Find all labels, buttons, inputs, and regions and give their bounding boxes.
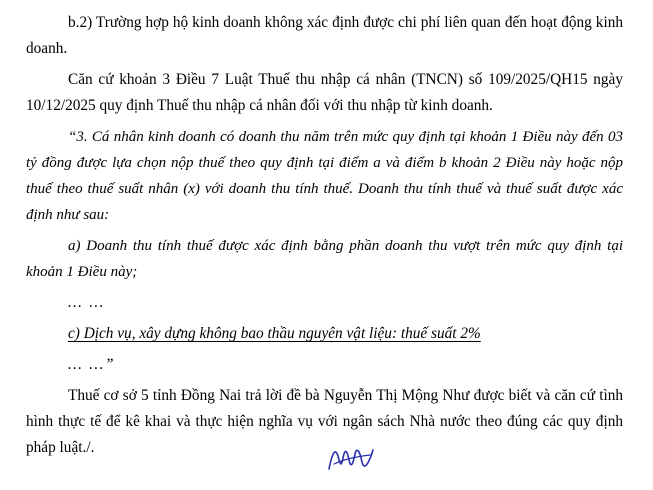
paragraph-b2: b.2) Trường hợp hộ kinh doanh không xác định được chi phí liên quan đến hoạt động kinh doanh. (26, 14, 623, 57)
paragraph-quote-point-c-text: c) Dịch vụ, xây dựng không bao thầu nguyên vật liệu: thuế suất 2% (68, 325, 481, 342)
paragraph-quote-point-a: a) Doanh thu tính thuế được xác định bằng phần doanh thu vượt trên mức quy định tại khoản 1 Điều này; (26, 238, 623, 280)
paragraph-legal-basis: Căn cứ khoản 3 Điều 7 Luật Thuế thu nhập cá nhân (TNCN) số 109/2025/QH15 ngày 10/12/2025 quy định Thuế thu nhập cá nhân đối với thu nhập từ kinh doanh. (26, 71, 623, 114)
paragraph-block-b2 (26, 10, 623, 62)
paragraph-block-closing (26, 383, 623, 461)
paragraph-block-quote-a (26, 233, 623, 285)
paragraph-block-ellipsis-1 (26, 290, 623, 316)
handwritten-signature-icon (326, 444, 376, 472)
paragraph-quote-point-c (26, 321, 623, 347)
paragraph-quote-clause-3: “3. Cá nhân kinh doanh có doanh thu năm trên mức quy định tại khoản 1 Điều này đến 03 tỷ đồng được lựa chọn nộp thuế theo quy định tại điểm a và điểm b khoản 2 Điều này hoặc nộp thuế theo thuế suất nhân (x) với doanh thu tính thuế. Doanh thu tính thuế và thuế suất được xác định như sau: (26, 129, 623, 223)
paragraph-block-ellipsis-2 (26, 352, 623, 378)
paragraph-block-quote-3 (26, 124, 623, 228)
paragraph-ellipsis-first: … … (68, 294, 106, 311)
paragraph-closing: Thuế cơ sở 5 tỉnh Đồng Nai trả lời đề bà Nguyễn Thị Mộng Như được biết và căn cứ tình hình thực tế để kê khai và thực hiện nghĩa vụ với ngân sách Nhà nước theo đúng các quy định pháp luật./. (26, 387, 623, 456)
paragraph-block-legal-basis (26, 67, 623, 119)
paragraph-ellipsis-second: … …” (68, 356, 116, 373)
paragraph-block-quote-c (26, 321, 623, 347)
